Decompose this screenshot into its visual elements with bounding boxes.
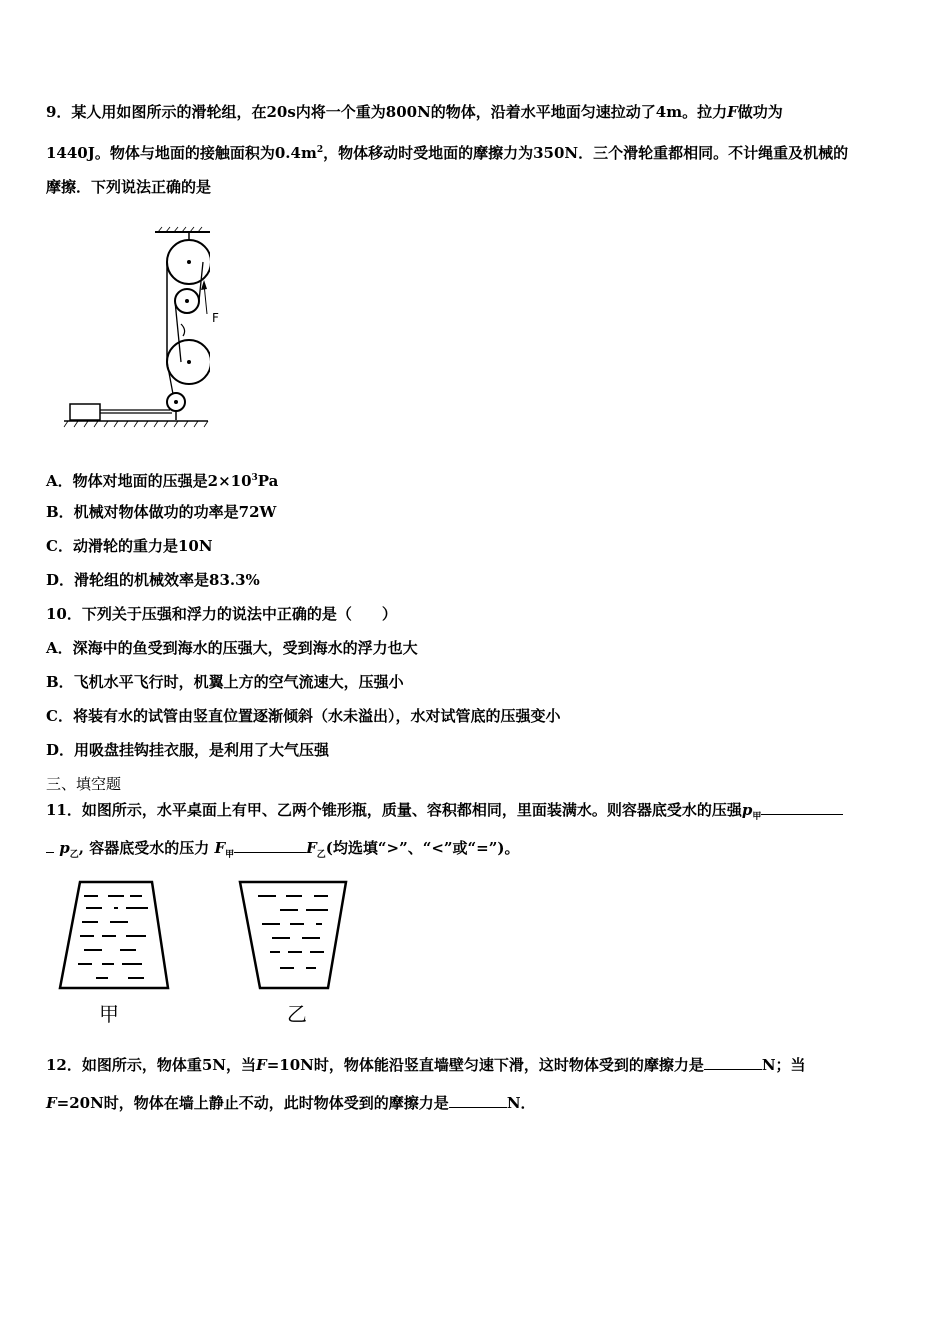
q9-option-a-unit: Pa bbox=[257, 472, 279, 490]
q10-option-c[interactable]: C．将装有水的试管由竖直位置逐渐倾斜（水未溢出），水对试管底的压强变小 bbox=[46, 707, 561, 725]
q11-pressure-symbol-2: p bbox=[59, 839, 70, 857]
q11-sub-jia: 甲 bbox=[752, 812, 762, 822]
q9-text-1-end: 做功为 bbox=[737, 103, 783, 121]
q9-option-a-sup: 3 bbox=[251, 473, 258, 483]
q10-option-b[interactable]: B．飞机水平飞行时，机翼上方的空气流速大，压强小 bbox=[46, 673, 404, 691]
q11-sub-yi-2: 乙 bbox=[316, 850, 326, 860]
q11-blank-2[interactable] bbox=[234, 838, 306, 853]
q9-option-a-text: A．物体对地面的压强是2×10 bbox=[46, 472, 252, 490]
q11-pressure-symbol: p bbox=[741, 801, 753, 819]
flask-diagram bbox=[58, 878, 358, 996]
q12-text-2b: =20N时，物体在墙上静止不动，此时物体受到的摩擦力是 bbox=[56, 1094, 449, 1112]
q12-force-symbol: F bbox=[256, 1056, 267, 1074]
q9-line1 bbox=[46, 102, 783, 122]
q10-option-a[interactable]: A．深海中的鱼受到海水的压强大，受到海水的浮力也大 bbox=[46, 639, 418, 657]
q11-line1 bbox=[46, 800, 843, 827]
q9-force-symbol: F bbox=[727, 103, 738, 121]
pulley-diagram bbox=[60, 224, 210, 438]
q9-option-c[interactable]: C．动滑轮的重力是10N bbox=[46, 537, 213, 555]
q11-sub-yi: 乙 bbox=[69, 850, 79, 860]
q11-sub-jia-2: 甲 bbox=[225, 850, 235, 860]
q12-blank-2[interactable] bbox=[449, 1093, 507, 1108]
q11-line2 bbox=[46, 838, 519, 865]
q11-blank-1[interactable] bbox=[761, 800, 843, 815]
q12-line2 bbox=[46, 1093, 536, 1113]
q12-text-1a: 12．如图所示，物体重5N，当 bbox=[46, 1056, 257, 1074]
q12-line1 bbox=[46, 1055, 806, 1075]
flask-label-jia: 甲 bbox=[99, 1002, 119, 1026]
q11-blank-1-cont[interactable] bbox=[46, 838, 54, 853]
q9-sup: 2 bbox=[316, 145, 324, 155]
q11-text-2-end: (均选填“>”、“<”或“=”)。 bbox=[325, 839, 520, 857]
flask-label-yi: 乙 bbox=[287, 1002, 307, 1026]
q12-text-1c: N；当 bbox=[761, 1056, 806, 1074]
q11-force-symbol-2: F bbox=[306, 839, 317, 857]
q10-stem: 10．下列关于压强和浮力的说法中正确的是（ ） bbox=[46, 605, 397, 623]
q9-text-2b: ，物体移动时受地面的摩擦力为350N．三个滑轮重都相同。不计绳重及机械的 bbox=[323, 144, 849, 162]
section-title: 三、填空题 bbox=[46, 775, 122, 793]
q9-text-2a: 1440J。物体与地面的接触面积为0.4m bbox=[46, 144, 317, 162]
q11-force-symbol: F bbox=[214, 839, 226, 857]
q9-option-a[interactable] bbox=[46, 468, 278, 491]
q12-text-2c: N． bbox=[506, 1094, 536, 1112]
q12-text-1b: =10N时，物体能沿竖直墙壁匀速下滑，这时物体受到的摩擦力是 bbox=[266, 1056, 704, 1074]
pulley-force-label: F bbox=[212, 311, 219, 325]
q10-option-d[interactable]: D．用吸盘挂钩挂衣服，是利用了大气压强 bbox=[46, 741, 330, 759]
q11-text-1: 11．如图所示，水平桌面上有甲、乙两个锥形瓶，质量、容积都相同，里面装满水。则容器底受水的压强 bbox=[46, 801, 742, 819]
q12-blank-1[interactable] bbox=[704, 1055, 762, 1070]
q11-text-2: , 容器底受水的压力 bbox=[78, 839, 210, 857]
q9-line2 bbox=[46, 140, 848, 163]
q9-line3: 摩擦．下列说法正确的是 bbox=[46, 178, 212, 196]
q9-option-d[interactable]: D．滑轮组的机械效率是83.3% bbox=[46, 571, 260, 589]
q9-option-b[interactable]: B．机械对物体做功的功率是72W bbox=[46, 503, 277, 521]
q12-force-symbol-2: F bbox=[46, 1094, 57, 1112]
q9-text-1: 9．某人用如图所示的滑轮组，在20s内将一个重为800N的物体，沿着水平地面匀速拉动了4m。拉力 bbox=[46, 103, 728, 121]
